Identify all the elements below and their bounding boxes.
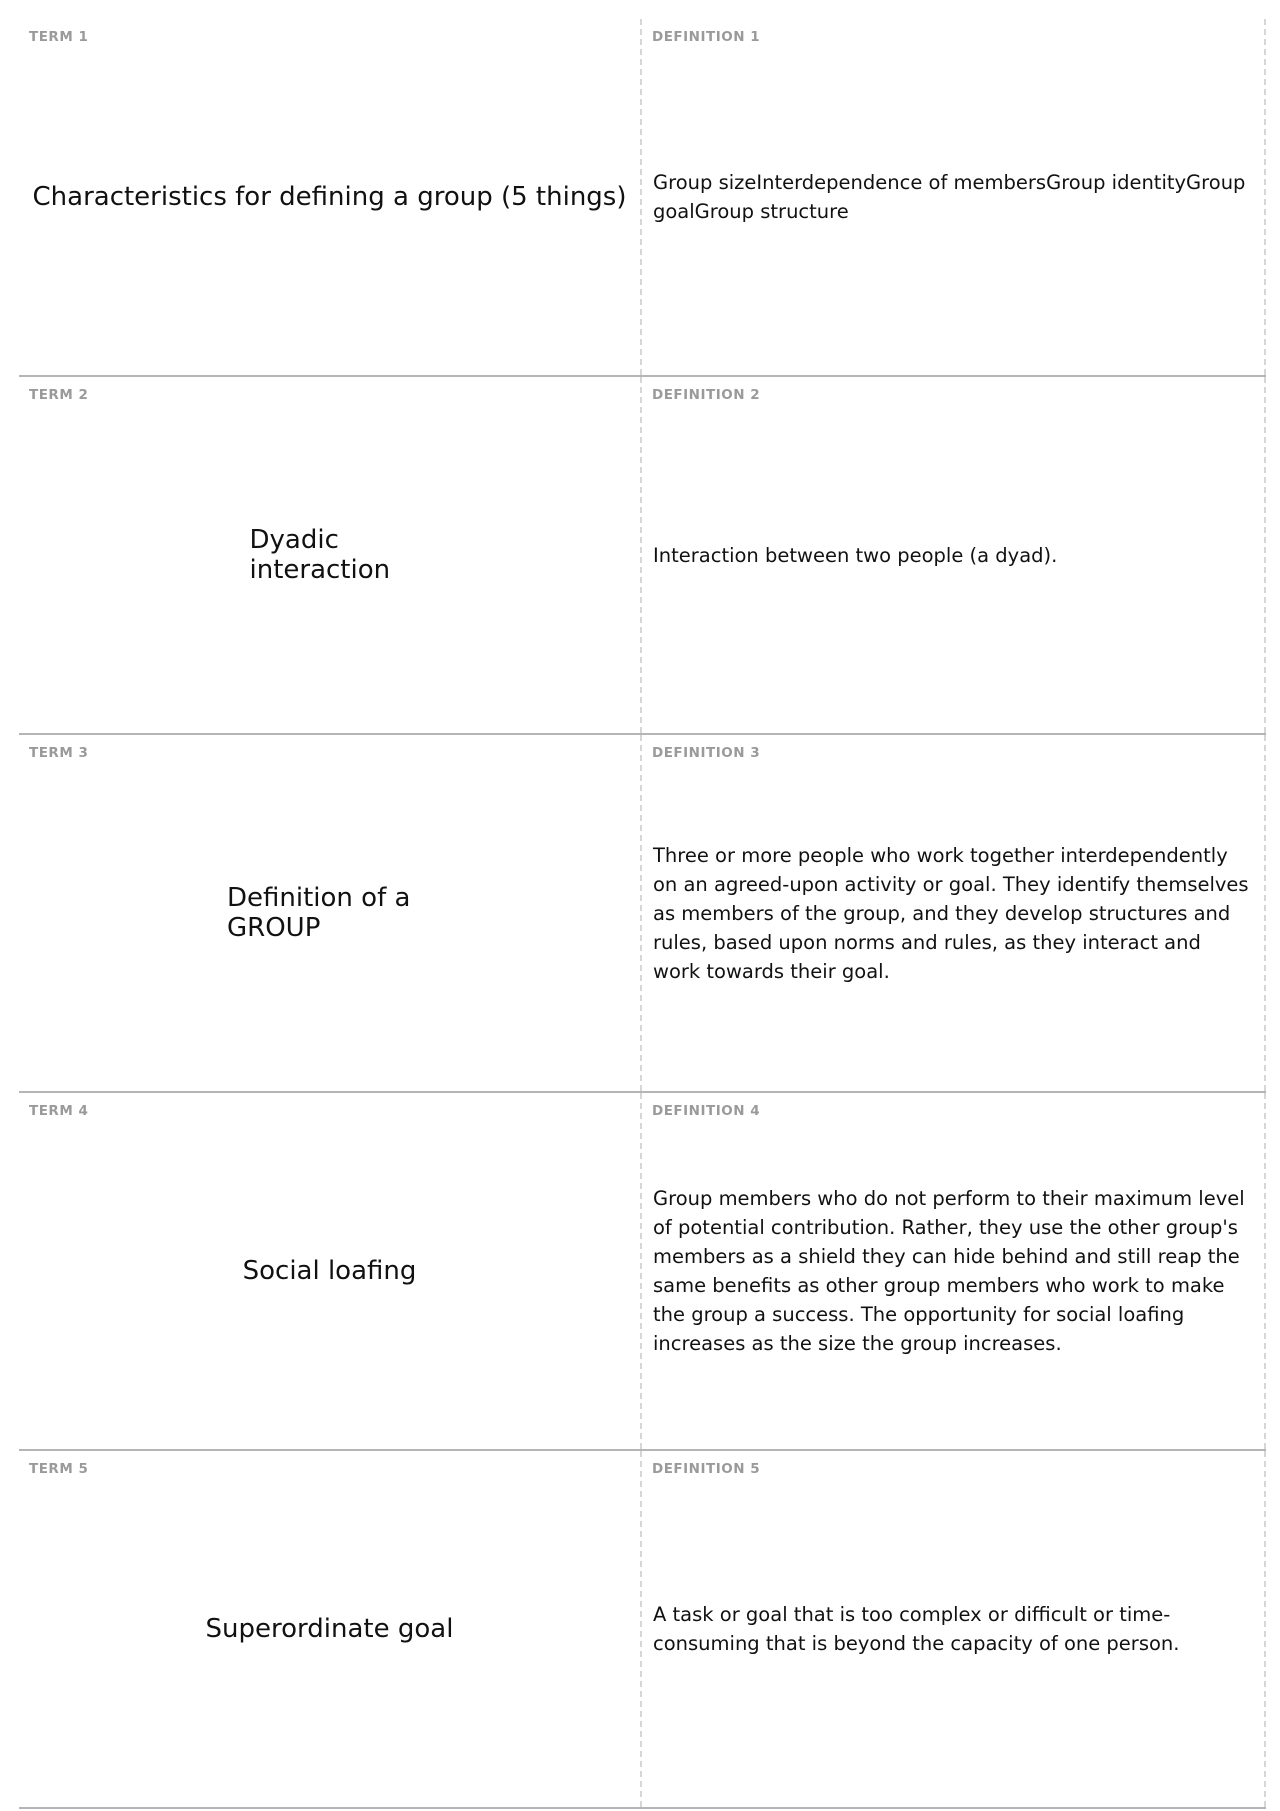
- definition-label: DEFINITION 4: [652, 1103, 761, 1119]
- definition-label: DEFINITION 2: [652, 387, 761, 403]
- flashcard-row: [19, 1451, 1266, 1809]
- flashcard-row: [19, 1093, 1266, 1451]
- flashcard-row: [19, 377, 1266, 735]
- term-text: Characteristics for defining a group (5 things): [32, 182, 627, 212]
- term-text: Social loafing: [242, 1256, 417, 1286]
- definition-cell: [642, 1451, 1266, 1807]
- term-label: TERM 3: [29, 745, 89, 761]
- definition-text: Group sizeInterdependence of membersGroup identityGroup goalGroup structure: [653, 171, 1246, 223]
- definition-cell: [642, 19, 1266, 375]
- definition-text: Interaction between two people (a dyad).: [653, 543, 1058, 567]
- term-cell: [19, 1093, 642, 1449]
- definition-text: Group members who do not perform to their maximum level of potential contribution. Rather, they use the other group's members as a shield they can hide behind and still reap the same benefits as other group members who work to make the group a success. The opportunity for social loafing increases as the size the group increases.: [653, 1187, 1245, 1355]
- term-text: Definition of a GROUP: [227, 883, 411, 943]
- term-cell: [19, 377, 642, 733]
- definition-label: DEFINITION 5: [652, 1461, 761, 1477]
- term-text: Dyadic interaction: [249, 525, 391, 585]
- flashcard-row: [19, 735, 1266, 1093]
- term-label: TERM 4: [29, 1103, 89, 1119]
- definition-cell: [642, 377, 1266, 733]
- term-label: TERM 1: [29, 29, 89, 45]
- flashcard-sheet: [19, 19, 1266, 1809]
- definition-cell: [642, 1093, 1266, 1449]
- definition-label: DEFINITION 3: [652, 745, 761, 761]
- definition-text: A task or goal that is too complex or difficult or time-consuming that is beyond the capacity of one person.: [653, 1603, 1180, 1655]
- term-cell: [19, 19, 642, 375]
- term-label: TERM 5: [29, 1461, 89, 1477]
- flashcard-row: [19, 19, 1266, 377]
- term-cell: [19, 1451, 642, 1807]
- term-text: Superordinate goal: [205, 1614, 454, 1644]
- term-label: TERM 2: [29, 387, 89, 403]
- definition-cell: [642, 735, 1266, 1091]
- definition-text: Three or more people who work together interdependently on an agreed-upon activity or goal. They identify themselves as members of the group, and they develop structures and rules, based upon norms and rules, as they interact and work towards their goal.: [653, 843, 1249, 983]
- term-cell: [19, 735, 642, 1091]
- definition-label: DEFINITION 1: [652, 29, 761, 45]
